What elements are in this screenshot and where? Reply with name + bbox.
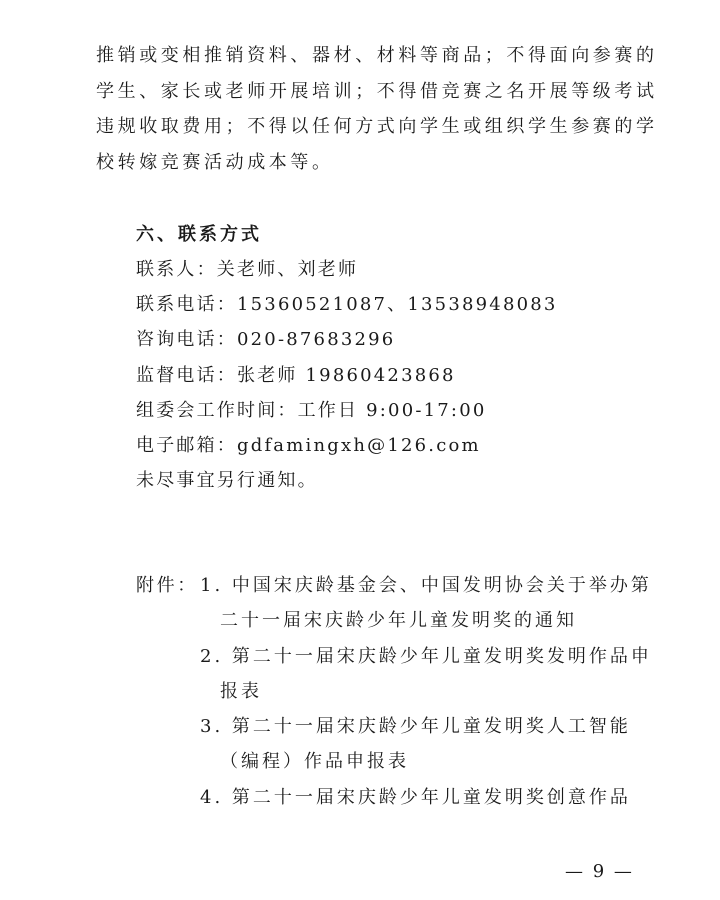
paragraph-line-1: 推销或变相推销资料、器材、材料等商品；不得面向参赛的 [96, 45, 658, 66]
attachment-item-4: 4. 第二十一届宋庆龄少年儿童发明奖创意作品 [200, 787, 631, 808]
paragraph-line-3: 违规收取费用；不得以任何方式向学生或组织学生参赛的学 [96, 116, 658, 137]
contact-phone: 联系电话：15360521087、13538948083 [136, 294, 558, 315]
paragraph-line-2: 学生、家长或老师开展培训；不得借竞赛之名开展等级考试 [96, 81, 658, 102]
page-number: — 9 — [565, 861, 634, 882]
attachment-item-2: 2. 第二十一届宋庆龄少年儿童发明奖发明作品申 [200, 646, 652, 667]
section-heading: 六、联系方式 [136, 224, 262, 245]
attachments-label: 附件： [136, 575, 198, 596]
inquiry-phone: 咨询电话：020-87683296 [136, 329, 396, 350]
attachment-item-3: 3. 第二十一届宋庆龄少年儿童发明奖人工智能 [200, 716, 631, 737]
supervision-phone: 监督电话：张老师 19860423868 [136, 365, 456, 386]
attachment-item-1-cont: 二十一届宋庆龄少年儿童发明奖的通知 [220, 610, 577, 631]
closing-note: 未尽事宜另行通知。 [136, 470, 318, 491]
attachment-item-3-cont: （编程）作品申报表 [220, 751, 409, 772]
contact-person: 联系人：关老师、刘老师 [136, 259, 359, 280]
paragraph-line-4: 校转嫁竞赛活动成本等。 [96, 152, 334, 173]
working-hours: 组委会工作时间：工作日 9:00-17:00 [136, 400, 487, 421]
attachment-item-2-cont: 报表 [220, 681, 262, 702]
attachment-item-1: 1. 中国宋庆龄基金会、中国发明协会关于举办第 [200, 575, 652, 596]
email: 电子邮箱：gdfamingxh@126.com [136, 435, 481, 456]
